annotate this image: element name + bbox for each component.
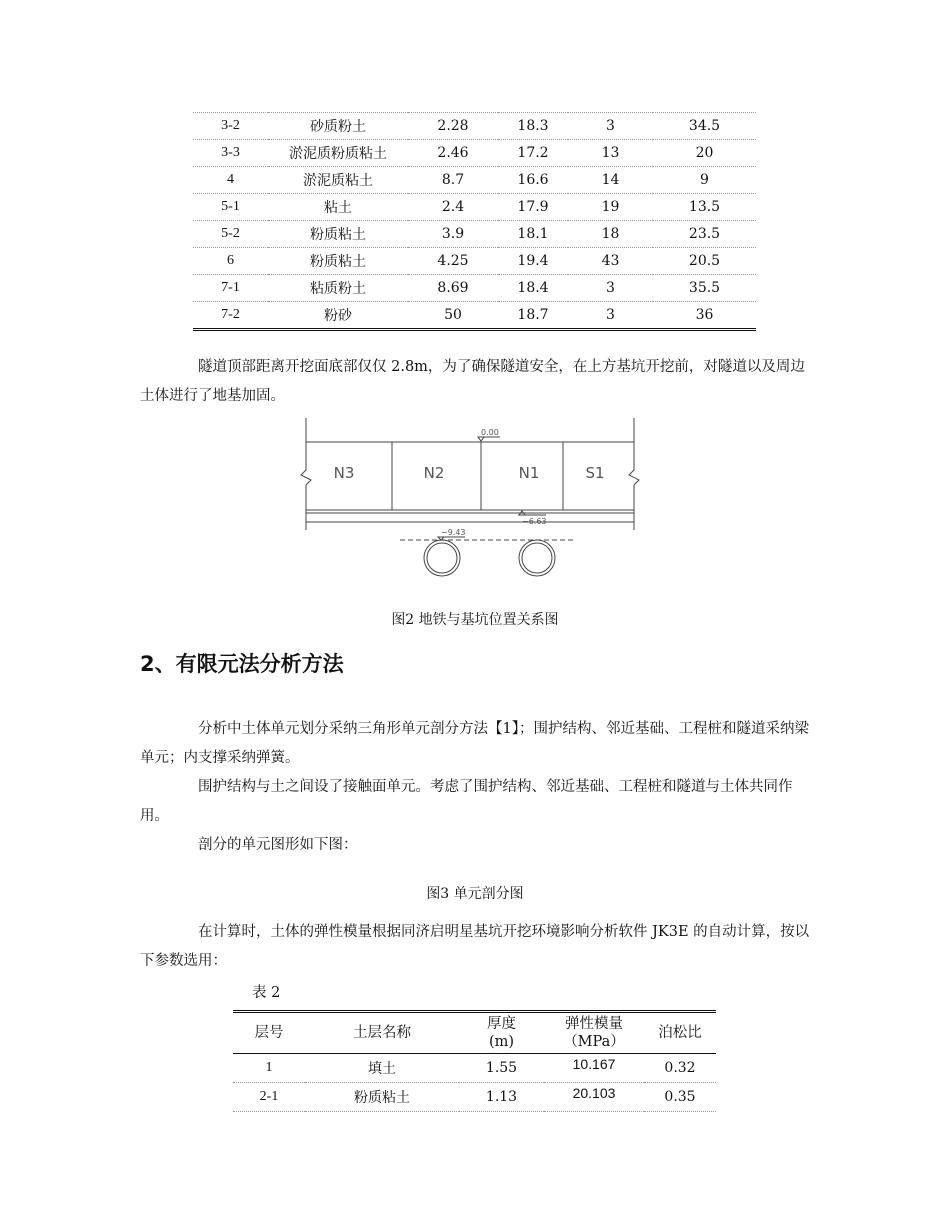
table-cell: 17.9 — [498, 194, 568, 221]
table-row — [193, 275, 756, 302]
layer-id-cell: 2-1 — [233, 1083, 305, 1112]
body-paragraph: 围护结构与土之间设了接触面单元。考虑了围护结构、邻近基础、工程桩和隧道与土体共同作用。 — [140, 779, 793, 824]
table-cell: 20 — [653, 140, 756, 167]
table-cell: 13.5 — [653, 194, 756, 221]
layer-name-cell: 淤泥质粉质粘土 — [268, 140, 408, 167]
column-header — [459, 1012, 544, 1054]
table-cell: 18 — [568, 221, 653, 248]
section-label-n2: N2 — [423, 464, 445, 482]
layer-name-cell: 粉质粘土 — [268, 248, 408, 275]
table-cell: 2.4 — [408, 194, 498, 221]
table-cell: 3 — [568, 302, 653, 330]
table-row — [193, 302, 756, 330]
table-header-row — [233, 1012, 716, 1054]
table-cell: 4.25 — [408, 248, 498, 275]
table-cell: 18.4 — [498, 275, 568, 302]
table-cell: 1.13 — [459, 1083, 544, 1112]
table-cell: 14 — [568, 167, 653, 194]
body-paragraph: 剖分的单元图形如下图： — [198, 837, 358, 853]
layer-id-cell: 7-1 — [193, 275, 268, 302]
layer-name-cell: 粘质粉土 — [268, 275, 408, 302]
layer-id-cell: 6 — [193, 248, 268, 275]
table-row — [233, 1083, 716, 1112]
table-cell: 10.167 — [544, 1054, 644, 1083]
table-cell: 8.69 — [408, 275, 498, 302]
table-cell: 35.5 — [653, 275, 756, 302]
layer-id-cell: 3-3 — [193, 140, 268, 167]
layer-name-cell: 粉质粘土 — [268, 221, 408, 248]
table-cell: 16.6 — [498, 167, 568, 194]
table-cell: 13 — [568, 140, 653, 167]
table-cell: 3 — [568, 113, 653, 140]
column-header — [544, 1012, 644, 1054]
layer-id-cell: 7-2 — [193, 302, 268, 330]
table-row — [193, 248, 756, 275]
figure-caption: 图3 单元剖分图 — [426, 886, 524, 902]
tunnel-ring-left-inner — [427, 543, 457, 573]
section-label-n3: N3 — [333, 464, 355, 482]
table-cell: 18.3 — [498, 113, 568, 140]
parameter-table — [233, 1010, 716, 1112]
column-header-line: (m) — [488, 1034, 515, 1050]
column-header-line: （MPa） — [563, 1034, 625, 1050]
table-cell: 34.5 — [653, 113, 756, 140]
table-cell: 2.46 — [408, 140, 498, 167]
column-header: 层号 — [233, 1012, 305, 1054]
elevation-marker-icon — [478, 437, 484, 441]
table-cell: 9 — [653, 167, 756, 194]
layer-id-cell: 5-2 — [193, 221, 268, 248]
tunnel-ring-right — [519, 540, 555, 576]
tunnel-ring-left — [424, 540, 460, 576]
table-cell: 20.103 — [544, 1083, 644, 1112]
layer-name-cell: 填土 — [305, 1054, 459, 1083]
tunnel-ring-right-inner — [522, 543, 552, 573]
table-cell: 17.2 — [498, 140, 568, 167]
table-cell: 23.5 — [653, 221, 756, 248]
table-cell: 20.5 — [653, 248, 756, 275]
layer-name-cell: 砂质粉土 — [268, 113, 408, 140]
layer-id-cell: 1 — [233, 1054, 305, 1083]
table-cell: 0.32 — [644, 1054, 716, 1083]
body-paragraph: 在计算时，土体的弹性模量根据同济启明星基坑开挖环境影响分析软件 JK3E 的自动计算，按以下参数选用： — [140, 924, 810, 969]
layer-name-cell: 粘土 — [268, 194, 408, 221]
table-cell: 3.9 — [408, 221, 498, 248]
soil-layer-table — [193, 112, 756, 331]
layer-name-cell: 粉砂 — [268, 302, 408, 330]
layer-id-cell: 4 — [193, 167, 268, 194]
column-header-line: 弹性模量 — [565, 1016, 623, 1032]
table-row — [193, 113, 756, 140]
table-cell: 36 — [653, 302, 756, 330]
table-cell: 19 — [568, 194, 653, 221]
table-cell: 1.55 — [459, 1054, 544, 1083]
layer-name-cell: 淤泥质粘土 — [268, 167, 408, 194]
elevation-label-bottom: −6.63 — [522, 517, 547, 526]
table-cell: 50 — [408, 302, 498, 330]
table-row — [193, 167, 756, 194]
elevation-label-top: 0.00 — [481, 428, 499, 437]
section-label-s1: S1 — [585, 464, 605, 482]
column-header-line: 厚度 — [487, 1016, 516, 1032]
column-header: 土层名称 — [305, 1012, 459, 1054]
table-cell: 19.4 — [498, 248, 568, 275]
table-cell: 43 — [568, 248, 653, 275]
table-row — [193, 221, 756, 248]
table-cell: 18.1 — [498, 221, 568, 248]
table-cell: 0.35 — [644, 1083, 716, 1112]
layer-name-cell: 粉质粘土 — [305, 1083, 459, 1112]
layer-id-cell: 3-2 — [193, 113, 268, 140]
elevation-label-tunnel: −9.43 — [441, 528, 466, 537]
column-header: 泊松比 — [644, 1012, 716, 1054]
section-label-n1: N1 — [518, 464, 540, 482]
body-paragraph: 隧道顶部距离开挖面底部仅仅 2.8m，为了确保隧道安全，在上方基坑开挖前，对隧道以及周边土体进行了地基加固。 — [140, 359, 805, 404]
table-cell: 3 — [568, 275, 653, 302]
table-cell: 18.7 — [498, 302, 568, 330]
layer-id-cell: 5-1 — [193, 194, 268, 221]
tunnel-pit-diagram — [300, 418, 645, 588]
body-paragraph: 分析中土体单元划分采纳三角形单元剖分方法【1】；围护结构、邻近基础、工程桩和隧道采纳梁单元；内支撑采纳弹簧。 — [140, 721, 809, 766]
section-heading: 2、有限元法分析方法 — [140, 652, 344, 676]
table-cell: 8.7 — [408, 167, 498, 194]
table-row — [233, 1054, 716, 1083]
table-label: 表 2 — [252, 985, 281, 1001]
table-row — [193, 194, 756, 221]
figure-caption: 图2 地铁与基坑位置关系图 — [391, 612, 559, 628]
table-row — [193, 140, 756, 167]
table-cell: 2.28 — [408, 113, 498, 140]
